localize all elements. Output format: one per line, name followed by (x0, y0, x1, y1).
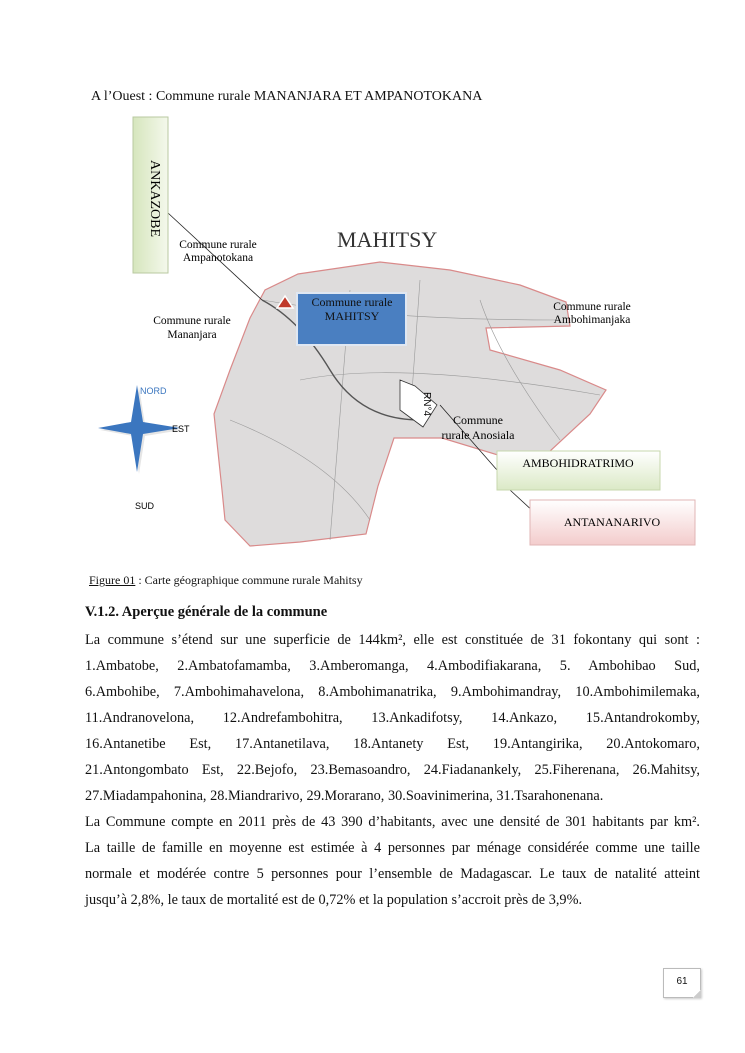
section-body (85, 601, 700, 913)
rn4-label: RN°4 (421, 392, 432, 417)
compass-north: NORD (140, 386, 167, 396)
anosiala-label-2: rurale Anosiala (441, 428, 515, 442)
ankazobe-label: ANKAZOBE (147, 160, 162, 237)
paragraph-line: La taille de famille en moyenne est estimée à 4 personnes par ménage considérée comme une taille (85, 840, 700, 856)
map-title: MAHITSY (337, 227, 438, 252)
mananjara-label-2: Mananjara (167, 329, 217, 341)
mahitsy-box-label-2: MAHITSY (324, 309, 380, 323)
paragraph-line: jusqu’à 2,8%, le taux de mortalité est de 0,72% et la population s’accroit près de 3,9%. (85, 892, 583, 908)
anosiala-label-1: Commune (453, 413, 503, 427)
ambohimanjaka-label-2: Ambohimanjaka (553, 314, 631, 326)
mahitsy-box-label-1: Commune rurale (311, 295, 393, 309)
ampanotokana-label-2: Ampanotokana (182, 252, 254, 264)
compass-rose-icon (98, 385, 182, 474)
paragraph-line: La commune s’étend sur une superficie de 144km², elle est constituée de 31 fokontany qui sont : (85, 632, 700, 648)
figure-caption-text: : Carte géographique commune rurale Mahitsy (135, 573, 363, 587)
ampanotokana-label-1: Commune rurale (179, 239, 257, 251)
paragraph-line: normale et modérée contre 5 personnes pour l’ensemble de Madagascar. Le taux de natalité atteint (85, 866, 700, 882)
paragraph-line: 27.Miadampahonina, 28.Miandrarivo, 29.Morarano, 30.Soavinimerina, 31.Tsarahonenana. (85, 788, 604, 804)
paragraph-line: 11.Andranovelona, 12.Andrefambohitra, 13.Ankadifotsy, 14.Ankazo, 15.Antandrokomby, (85, 710, 700, 726)
figure-caption (89, 573, 363, 588)
page-number: 61 (663, 968, 701, 998)
paragraph-line: La Commune compte en 2011 près de 43 390 d’habitants, avec une densité de 301 habitants par km². (85, 814, 700, 830)
mananjara-label-1: Commune rurale (153, 315, 231, 327)
ambohimanjaka-label-1: Commune rurale (553, 301, 631, 313)
section-heading: V.1.2. Aperçue générale de la commune (85, 604, 328, 620)
paragraph-line: 21.Antongombato Est, 22.Bejofo, 23.Bemasoandro, 24.Fiadanankely, 25.Fiherenana, 26.Mahitsy, (85, 762, 700, 778)
antananarivo-label: ANTANANARIVO (563, 515, 661, 529)
ambohidratrimo-label: AMBOHIDRATRIMO (522, 456, 634, 470)
west-boundary-line: A l’Ouest : Commune rurale MANANJARA ET AMPANOTOKANA (91, 89, 483, 104)
compass-south: SUD (135, 501, 155, 511)
figure-label: Figure 01 (89, 573, 136, 587)
paragraph-line: 1.Ambatobe, 2.Ambatofamamba, 3.Amberomanga, 4.Ambodifiakarana, 5. Ambohibao Sud, (85, 658, 700, 674)
compass-east: EST (172, 424, 190, 434)
paragraph-line: 6.Ambohibe, 7.Ambohimahavelona, 8.Ambohimanatrika, 9.Ambohimandray, 10.Ambohimilemaka, (85, 684, 700, 700)
paragraph-line: 16.Antanetibe Est, 17.Antanetilava, 18.Antanety Est, 19.Antangirika, 20.Antokomaro, (85, 736, 700, 752)
